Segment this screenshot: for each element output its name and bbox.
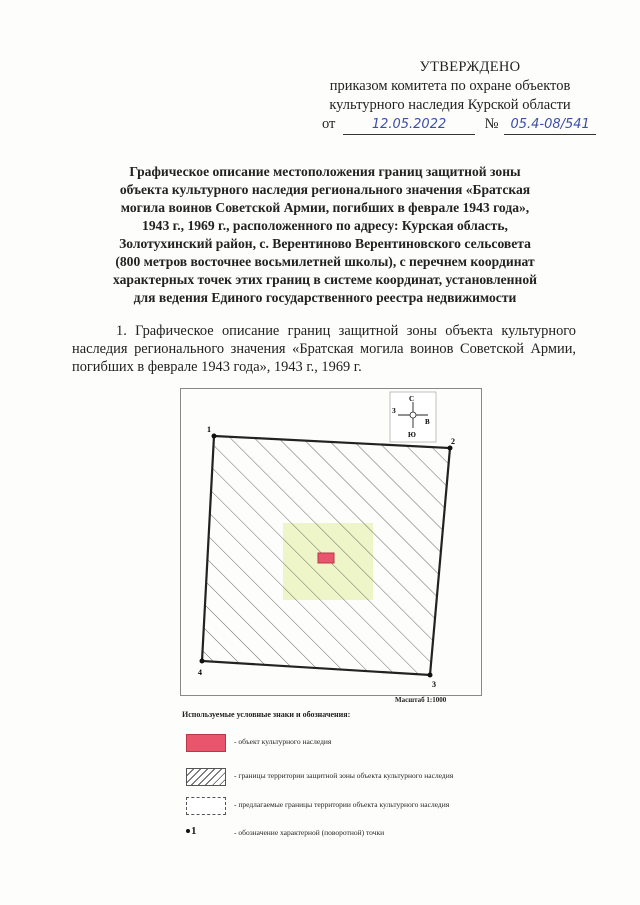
title-line: Золотухинский район, с. Верентиново Верентиновского сельсовета — [119, 236, 531, 251]
approval-date-number — [300, 115, 600, 137]
legend-hatch-swatch — [186, 768, 226, 786]
from-label: от — [322, 116, 336, 132]
title-line: (800 метров восточнее восьмилетней школы), с перечнем координат — [115, 254, 535, 269]
point-label-4: 4 — [198, 668, 202, 677]
boundary-map — [180, 388, 482, 696]
document-title — [90, 163, 560, 307]
approval-line-1: приказом комитета по охране объектов — [329, 78, 571, 94]
compass-south: Ю — [408, 431, 416, 439]
approval-line-2: культурного наследия Курской области — [329, 97, 571, 113]
title-line: объекта культурного наследия регионального значения «Братская — [119, 182, 531, 197]
point-marker — [428, 673, 433, 678]
legend-object-swatch — [186, 734, 226, 752]
legend-point-swatch — [186, 825, 226, 843]
legend-point-symbol: 1 — [191, 825, 197, 837]
point-marker — [200, 659, 205, 664]
legend-title: Используемые условные знаки и обозначения: — [182, 710, 351, 719]
point-label-3: 3 — [432, 680, 436, 689]
title-line: 1943 г., 1969 г., расположенного по адресу: Курская область, — [142, 218, 508, 233]
compass-north: С — [409, 395, 415, 403]
point-marker — [448, 446, 453, 451]
approval-block — [300, 58, 600, 137]
title-line: для ведения Единого государственного реестра недвижимости — [133, 290, 517, 305]
legend-object-text: - объект культурного наследия — [234, 737, 332, 746]
legend-dashed-swatch — [186, 797, 226, 815]
point-label-2: 2 — [451, 437, 455, 446]
approval-date: 12.05.2022 — [343, 115, 475, 135]
legend-zone-text: - границы территории защитной зоны объекта культурного наследия — [234, 771, 454, 780]
intro-text: 1. Графическое описание границ защитной зоны объекта культурного наследия регионального значения «Братская могила воинов Советской Армии, погибших в феврале 1943 года», 1943 г., 1969 г. — [72, 323, 576, 375]
intro-paragraph — [72, 322, 576, 376]
point-marker — [212, 434, 217, 439]
approval-number: 05.4-08/541 — [504, 115, 596, 135]
heritage-object — [318, 553, 334, 563]
legend-proposed-text: - предлагаемые границы территории объекта культурного наследия — [234, 800, 450, 809]
compass-west: З — [392, 407, 396, 415]
number-label: № — [484, 116, 499, 132]
title-line: могила воинов Советской Армии, погибших в феврале 1943 года», — [120, 200, 530, 215]
compass-rose — [390, 392, 436, 442]
title-line: Графическое описание местоположения границ защитной зоны — [129, 164, 521, 179]
point-label-1: 1 — [207, 425, 211, 434]
compass-east: В — [425, 418, 430, 426]
title-line: характерных точек этих границ в системе координат, установленной — [113, 272, 537, 287]
approval-title: УТВЕРЖДЕНО — [419, 59, 521, 75]
legend-point-text: - обозначение характерной (поворотной) точки — [234, 828, 385, 837]
point-dot-icon — [186, 829, 190, 833]
map-scale: Масштаб 1:1000 — [395, 696, 447, 704]
